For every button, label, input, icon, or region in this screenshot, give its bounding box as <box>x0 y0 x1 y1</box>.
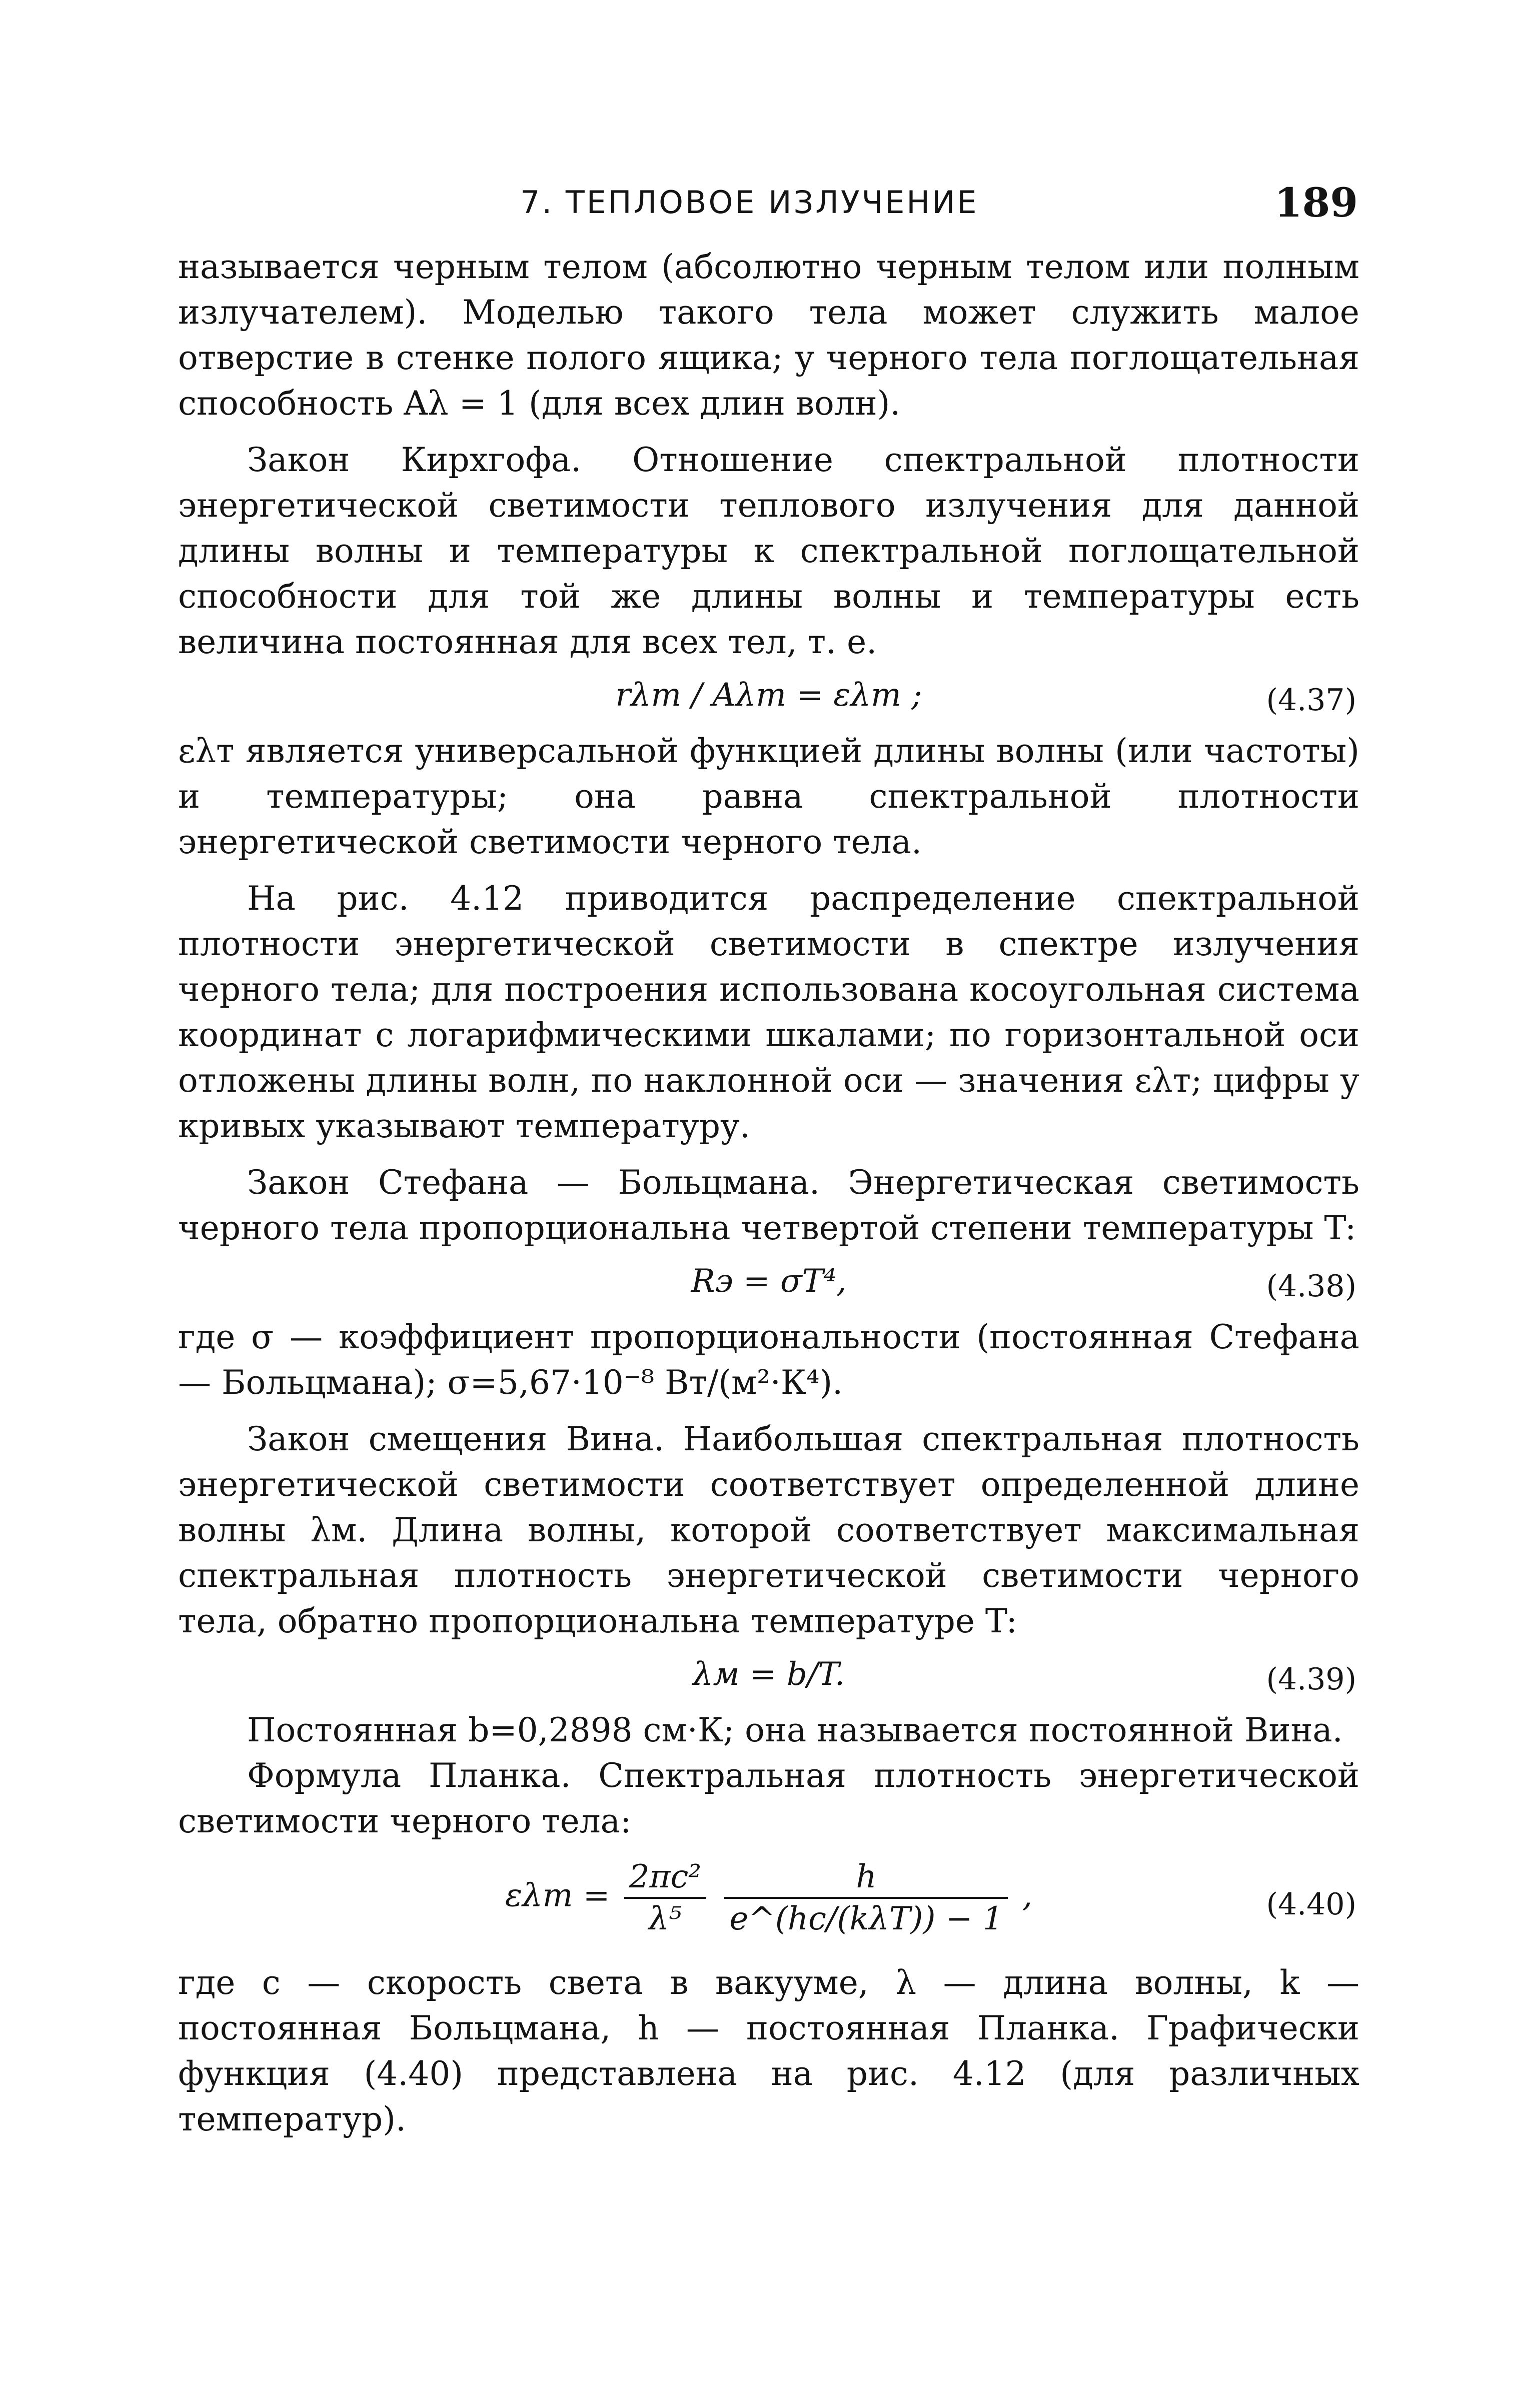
formula-4-39-number: (4.39) <box>1266 1662 1356 1697</box>
formula-4-40-fraction-2 <box>724 1857 1008 1939</box>
paragraph-stefan-constant: где σ — коэффициент пропорциональности (постоянная Стефана — Больцмана); σ=5,67·10⁻⁸ Вт/(м²·К⁴). <box>178 1318 1359 1402</box>
formula-4-40-expression <box>178 1857 1359 1939</box>
formula-4-40-denominator-2: e^(hc/(kλT)) − 1 <box>729 1900 1003 1937</box>
formula-4-39-expression: λм = b/T. <box>692 1656 845 1693</box>
formula-4-38 <box>178 1254 1359 1311</box>
formula-4-38-number: (4.38) <box>1266 1269 1356 1304</box>
page-body <box>178 244 1359 2142</box>
paragraph-wien-displacement-law: Закон смещения Вина. Наибольшая спектральная плотность энергетической светимости соответствует определенной длине волны λм. Длина волны, которой соответствует максимальная спектральная плотность энергетической светимости черного тела, обратно пропорциональна температуре T: <box>178 1420 1359 1640</box>
formula-4-40-number: (4.40) <box>1266 1887 1356 1922</box>
formula-4-40-fraction-1 <box>624 1857 706 1939</box>
formula-4-38-expression: Rэ = σT⁴, <box>691 1263 847 1300</box>
paragraph-planck-variables: где c — скорость света в вакууме, λ — длина волны, k — постоянная Больцмана, h — постоянная Планка. Графически функция (4.40) представлена на рис. 4.12 (для различных температур). <box>178 1963 1359 2138</box>
formula-4-37-expression: rλт / Aλт = ελт ; <box>615 677 922 714</box>
formula-4-40-numerator-2: h <box>724 1857 1008 1899</box>
page-number: 189 <box>1274 179 1358 226</box>
formula-4-40-denominator-1: λ⁵ <box>648 1900 682 1937</box>
page-header <box>180 179 1358 234</box>
formula-4-40 <box>178 1847 1359 1957</box>
running-title: 7. ТЕПЛОВОЕ ИЗЛУЧЕНИЕ <box>520 184 979 221</box>
paragraph-planck-formula: Формула Планка. Спектральная плотность энергетической светимости черного тела: <box>178 1756 1359 1840</box>
formula-4-40-numerator-1: 2πc² <box>624 1857 706 1899</box>
paragraph-wien-constant: Постоянная b=0,2898 см·К; она называется постоянной Вина. <box>247 1711 1343 1749</box>
formula-4-37 <box>178 668 1359 725</box>
formula-4-39 <box>178 1647 1359 1704</box>
formula-4-37-number: (4.37) <box>1266 683 1356 718</box>
paragraph-figure-reference: На рис. 4.12 приводится распределение спектральной плотности энергетической светимости в спектре излучения черного тела; для построения использована косоугольная система координат с логарифмическими шкалами; по горизонтальной оси отложены длины волн, по наклонной оси — значения ελт; цифры у кривых указывают температуру. <box>178 879 1359 1145</box>
paragraph-kirchhoff-law: Закон Кирхгофа. Отношение спектральной плотности энергетической светимости теплового излучения для данной длины волны и температуры к спектральной поглощательной способности для той же длины волны и температуры есть величина постоянная для всех тел, т. е. <box>178 441 1359 661</box>
paragraph-universal-function: ελт является универсальной функцией длины волны (или частоты) и температуры; она равна спектральной плотности энергетической светимости черного тела. <box>178 732 1359 861</box>
paragraph-black-body: называется черным телом (абсолютно черным телом или полным излучателем). Моделью такого тела может служить малое отверстие в стенке полого ящика; у черного тела поглощательная способность Aλ = 1 (для всех длин волн). <box>178 248 1359 423</box>
paragraph-stefan-boltzmann-law: Закон Стефана — Больцмана. Энергетическая светимость черного тела пропорциональна четвертой степени температуры T: <box>178 1163 1359 1247</box>
formula-4-40-tail: , <box>1022 1877 1033 1914</box>
formula-4-40-lhs: ελт = <box>505 1877 610 1914</box>
